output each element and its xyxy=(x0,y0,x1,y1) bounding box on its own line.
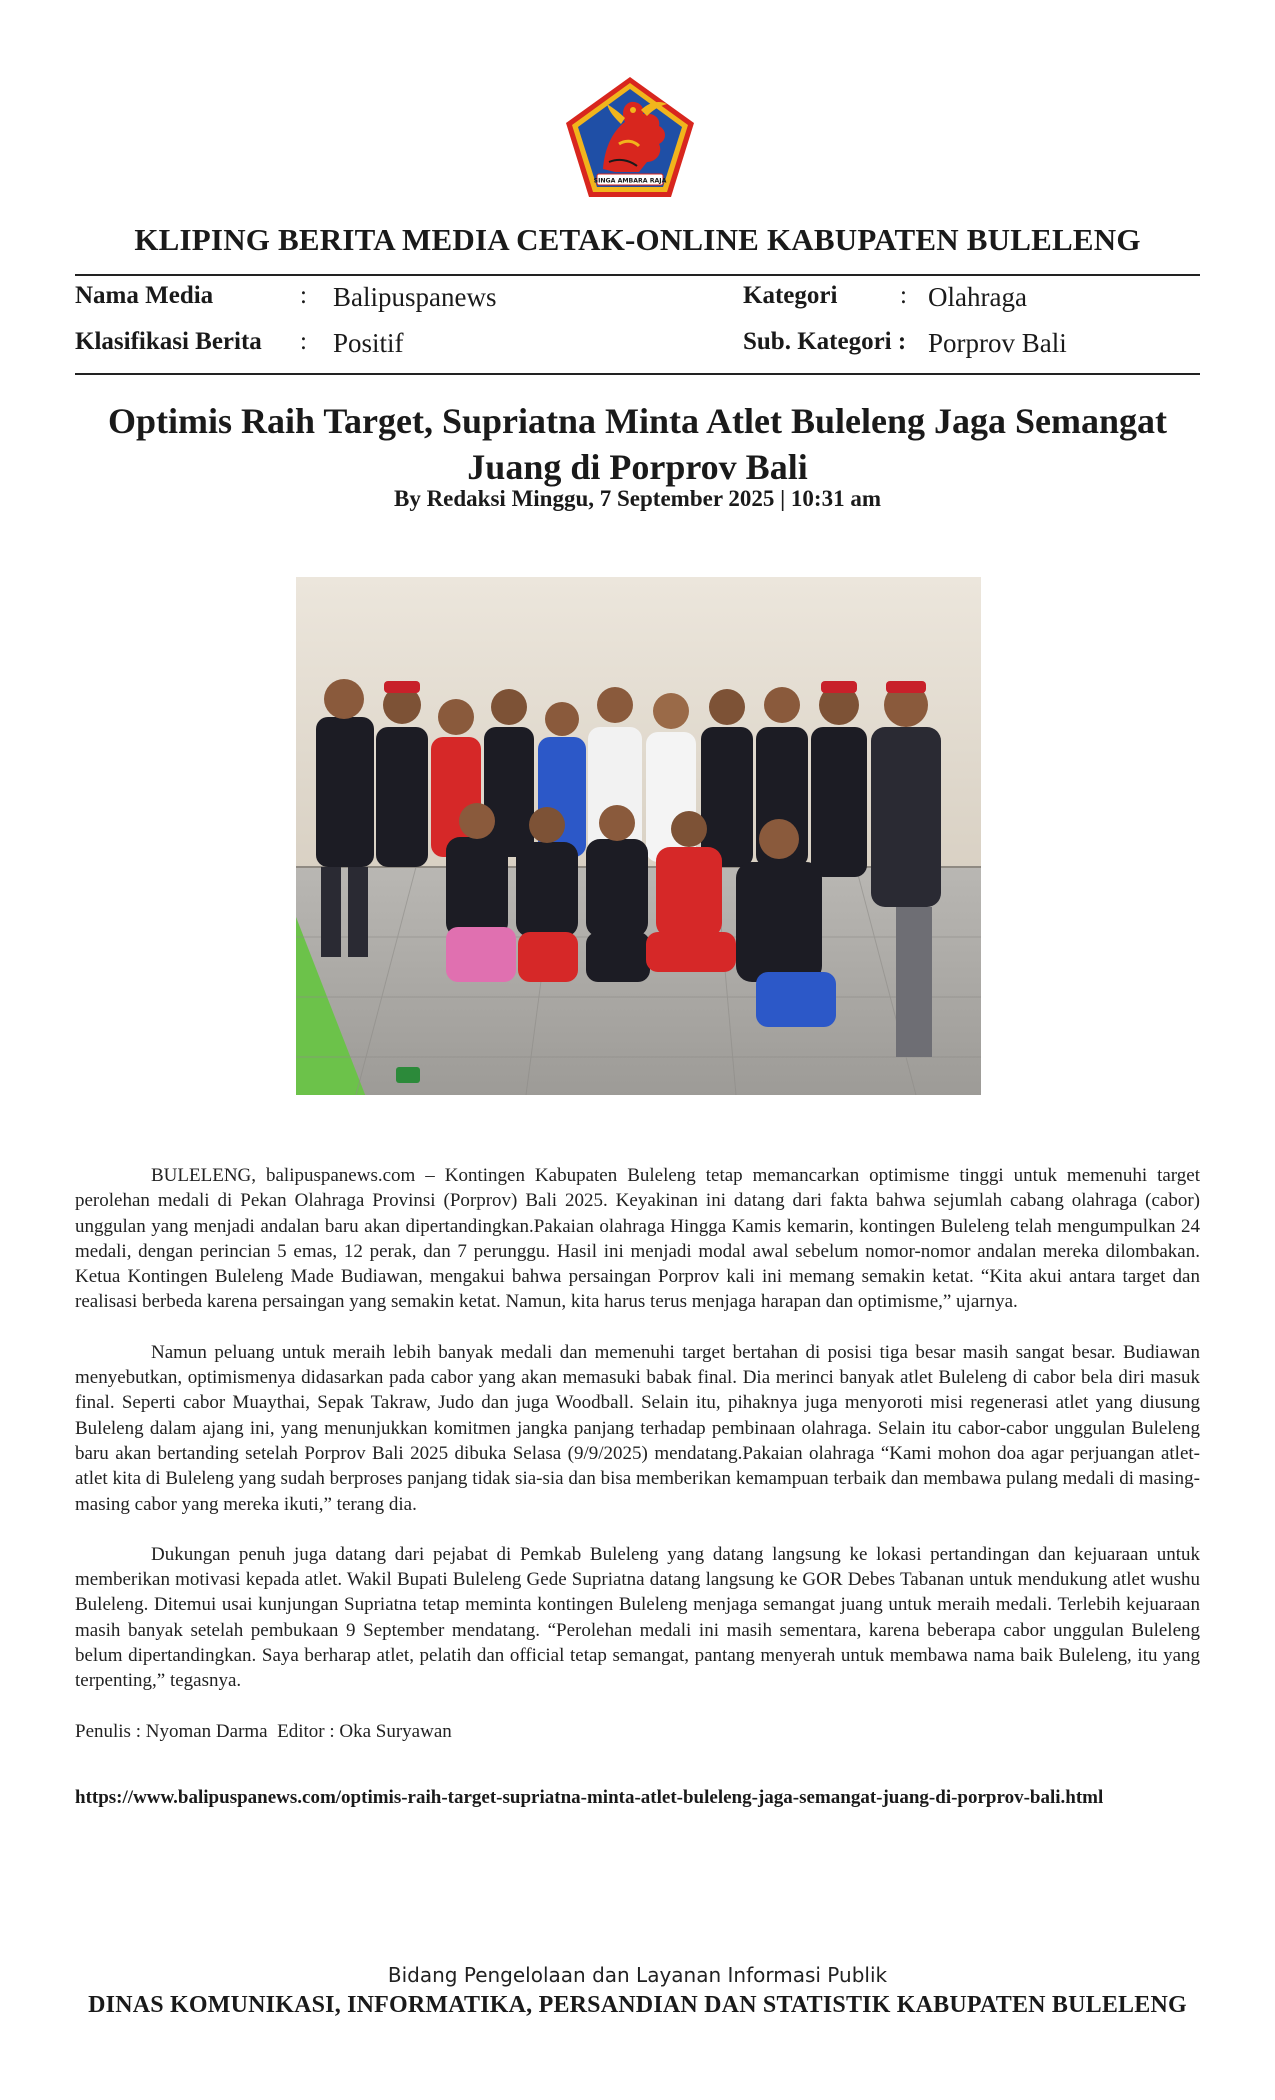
meta-colon: : xyxy=(300,282,307,309)
article-paragraph-3: Dukungan penuh juga datang dari pejabat di Pemkab Buleleng yang datang langsung ke lokasi pertandingan dan kejuaraan untuk memberikan motivasi kepada atlet. Wakil Bupati Buleleng Gede Supriatna datang langsung ke GOR Debes Tabanan untuk mendukung atlet wushu Buleleng. Ditemui usai kunjungan Supriatna tetap meminta kontingen Buleleng menjaga semangat juang untuk meraih medali. Terlebih kejuaraan masih banyak setelah pembukaan 9 September mendatang. “Perolehan medali ini masih sementara, karena beberapa cabor unggulan Buleleng belum dipertandingkan. Saya berharap atlet, pelatih dan official tetap semangat, pantang menyerah untuk membawa nama baik Buleleng, itu yang terpenting,” tegasnya. xyxy=(75,1543,1200,1692)
meta-kategori-value: Olahraga xyxy=(928,282,1027,312)
article-paragraph-2: Namun peluang untuk meraih lebih banyak medali dan memenuhi target bertahan di posisi tiga besar masih sangat besar. Budiawan menyebutkan, optimismenya didasarkan pada cabor yang akan memasuki babak final. Dia merinci banyak atlet Buleleng di cabor bela diri masuk final. Seperti cabor Muaythai, Sepak Takraw, Judo dan juga Woodball. Selain itu, pihaknya juga menyoroti misi regenerasi atlet yang diusung Buleleng dalam ajang ini, yang menunjukkan komitmen jangka panjang terhadap pembinaan olahraga. Selain itu cabor-cabor unggulan Buleleng baru akan bertanding setelah Porprov Bali 2025 dibuka Selasa (9/9/2025) mendatang.Pakaian olahraga “Kami mohon doa agar perjuangan atlet-atlet kita di Buleleng yang sudah berproses panjang tidak sia-sia dan bisa memberikan kemampuan terbaik dan membawa pulang medali di masing-masing cabor yang mereka ikuti,” terang dia. xyxy=(75,1341,1200,1515)
header-rule-bottom xyxy=(75,373,1200,375)
article-body xyxy=(75,1163,1200,1769)
logo-caption: SINGA AMBARA RAJA xyxy=(593,177,667,185)
meta-klasifikasi-label: Klasifikasi Berita xyxy=(75,328,262,355)
article-source-url[interactable]: https://www.balipuspanews.com/optimis-raih-target-supriatna-minta-atlet-buleleng-jaga-semangat-juang-di-porprov-bali.html xyxy=(75,1787,1104,1808)
meta-nama-media-label: Nama Media xyxy=(75,282,214,309)
buleleng-logo xyxy=(563,74,697,200)
article-byline: By Redaksi Minggu, 7 September 2025 | 10:31 am xyxy=(393,486,881,511)
meta-kategori-label: Kategori xyxy=(743,282,838,309)
meta-colon: : xyxy=(300,328,307,355)
header-rule-top xyxy=(75,274,1200,276)
meta-klasifikasi-value: Positif xyxy=(333,328,404,358)
meta-colon: : xyxy=(900,282,907,309)
article-paragraph-1: BULELENG, balipuspanews.com – Kontingen Kabupaten Buleleng tetap memancarkan optimisme tinggi untuk memenuhi target perolehan medali di Pekan Olahraga Provinsi (Porprov) Bali 2025. Keyakinan ini datang dari fakta bahwa sejumlah cabang olahraga (cabor) unggulan yang menjadi andalan baru akan dipertandingkan.Pakaian olahraga Hingga Kamis kemarin, kontingen Buleleng telah mengumpulkan 24 medali, dengan perincian 5 emas, 12 perak, dan 7 perunggu. Hasil ini menjadi modal awal sebelum nomor-nomor andalan mereka dilombakan. Ketua Kontingen Buleleng Made Budiawan, mengakui bahwa persaingan Porprov kali ini memang semakin ketat. “Kita akui antara target dan realisasi berbeda karena persaingan yang semakin ketat. Namun, kita harus terus menjaga harapan dan optimisme,” ujarnya. xyxy=(75,1165,1200,1313)
article-headline: Optimis Raih Target, Supriatna Minta Atlet Buleleng Jaga Semangat Juang di Porprov Bali xyxy=(107,401,1168,487)
article-photo xyxy=(296,577,981,1095)
article-credits: Penulis : Nyoman Darma Editor : Oka Suryawan xyxy=(75,1720,452,1742)
meta-nama-media-value: Balipuspanews xyxy=(333,282,497,312)
meta-sub-kategori-value: Porprov Bali xyxy=(928,328,1067,358)
footer-agency: DINAS KOMUNIKASI, INFORMATIKA, PERSANDIAN DAN STATISTIK KABUPATEN BULELENG xyxy=(88,1992,1187,2018)
clipping-header-title: KLIPING BERITA MEDIA CETAK-ONLINE KABUPATEN BULELENG xyxy=(134,222,1141,257)
meta-sub-kategori-label: Sub. Kategori : xyxy=(743,328,907,355)
footer-department: Bidang Pengelolaan dan Layanan Informasi Publik xyxy=(387,1963,888,1987)
